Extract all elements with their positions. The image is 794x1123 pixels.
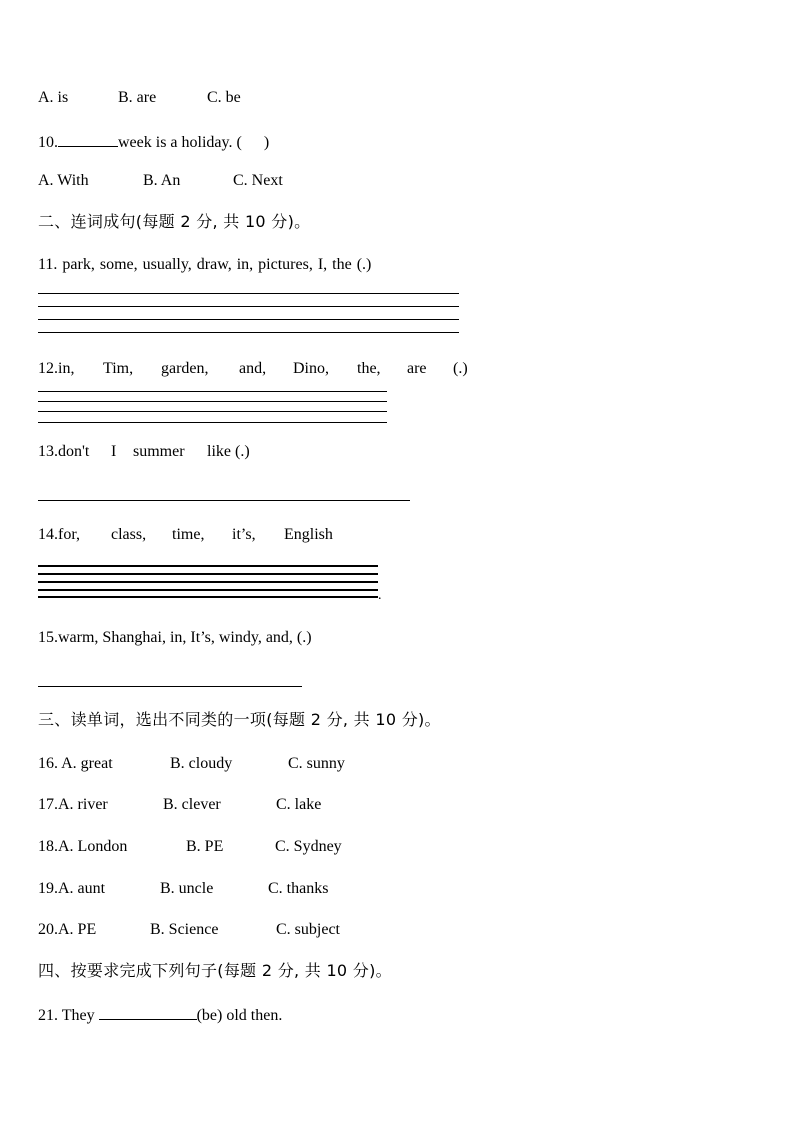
q14-word: English — [284, 526, 333, 543]
q9-option-c[interactable]: C. be — [207, 89, 241, 106]
section2-heading: 二、连词成句(每题 2 分, 共 10 分)。 — [38, 212, 311, 231]
q21-question — [38, 1003, 282, 1026]
q14-period: . — [378, 588, 382, 603]
q21-end: (be) old then. — [196, 1007, 283, 1024]
q14-word: class, — [111, 526, 147, 543]
q16-option-a[interactable]: 16. A. great — [38, 755, 113, 772]
q20-option-a[interactable]: 20.A. PE — [38, 921, 97, 938]
q12-word: garden, — [161, 360, 209, 377]
q14-word: it’s, — [232, 526, 256, 543]
q12-answer-line-1[interactable] — [38, 391, 387, 392]
q16-option-b[interactable]: B. cloudy — [170, 755, 233, 772]
q10-question — [38, 130, 269, 153]
q15-answer-line[interactable] — [38, 686, 302, 687]
section3-heading: 三、读单词，选出不同类的一项(每题 2 分, 共 10 分)。 — [38, 710, 441, 729]
q13-prompt — [38, 442, 250, 462]
q18-option-b[interactable]: B. PE — [186, 838, 224, 855]
q15-prompt: 15.warm, Shanghai, in, It’s, windy, and, (.) — [38, 629, 312, 646]
q11-answer-line-1[interactable] — [38, 293, 459, 294]
q10-option-a[interactable]: A. With — [38, 172, 89, 189]
q9-option-b[interactable]: B. are — [118, 89, 157, 106]
q20-option-b[interactable]: B. Science — [150, 921, 219, 938]
q14-answer-line-4[interactable] — [38, 589, 378, 591]
q12-prompt — [38, 359, 468, 379]
q17-option-c[interactable]: C. lake — [276, 796, 322, 813]
q13-answer-line[interactable] — [38, 500, 410, 501]
q14-word: 14.for, — [38, 526, 81, 543]
q11-prompt: 11. park, some, usually, draw, in, pictures, I, the (.) — [38, 256, 372, 273]
q12-answer-line-4[interactable] — [38, 422, 387, 423]
q20-item — [38, 920, 340, 940]
q17-option-a[interactable]: 17.A. river — [38, 796, 108, 813]
q10-blank[interactable] — [58, 130, 118, 147]
q12-answer-line-3[interactable] — [38, 411, 387, 412]
q20-option-c[interactable]: C. subject — [276, 921, 340, 938]
q10-option-b[interactable]: B. An — [143, 172, 181, 189]
q16-item — [38, 754, 345, 774]
q19-item — [38, 879, 328, 899]
q12-word: the, — [357, 360, 381, 377]
q10-options — [38, 171, 283, 191]
q18-option-a[interactable]: 18.A. London — [38, 838, 128, 855]
q16-option-c[interactable]: C. sunny — [288, 755, 345, 772]
q19-option-a[interactable]: 19.A. aunt — [38, 880, 106, 897]
q11-answer-line-3[interactable] — [38, 319, 459, 320]
q14-answer-line-5[interactable] — [38, 596, 378, 598]
q21-blank[interactable] — [99, 1003, 197, 1020]
q13-word: summer — [133, 443, 185, 460]
q12-word: (.) — [453, 360, 468, 377]
q10-text: week is a holiday. ( — [118, 134, 242, 151]
q12-word: 12.in, — [38, 360, 75, 377]
q18-item — [38, 837, 342, 857]
q18-option-c[interactable]: C. Sydney — [275, 838, 342, 855]
q10-close-paren: ) — [263, 134, 270, 151]
q14-prompt — [38, 525, 333, 545]
q14-answer-line-3[interactable] — [38, 581, 378, 583]
q14-answer-line-2[interactable] — [38, 573, 378, 575]
q13-word: I — [111, 443, 117, 460]
q19-option-b[interactable]: B. uncle — [160, 880, 214, 897]
q12-word: and, — [239, 360, 267, 377]
q14-answer-line-1[interactable] — [38, 565, 378, 567]
q21-start: 21. They — [38, 1007, 95, 1024]
q9-option-a[interactable]: A. is — [38, 89, 69, 106]
section4-heading: 四、按要求完成下列句子(每题 2 分, 共 10 分)。 — [38, 961, 392, 980]
q17-option-b[interactable]: B. clever — [163, 796, 221, 813]
q12-answer-line-2[interactable] — [38, 401, 387, 402]
q14-word: time, — [172, 526, 205, 543]
q12-word: Dino, — [293, 360, 329, 377]
q9-options — [38, 88, 241, 108]
q13-word: 13.don't — [38, 443, 90, 460]
q17-item — [38, 795, 321, 815]
q10-option-c[interactable]: C. Next — [233, 172, 283, 189]
q10-number: 10. — [38, 134, 58, 151]
q13-word: like (.) — [207, 443, 250, 460]
q19-option-c[interactable]: C. thanks — [268, 880, 329, 897]
q11-answer-line-2[interactable] — [38, 306, 459, 307]
q12-word: Tim, — [103, 360, 134, 377]
q11-answer-line-4[interactable] — [38, 332, 459, 333]
q12-word: are — [407, 360, 427, 377]
